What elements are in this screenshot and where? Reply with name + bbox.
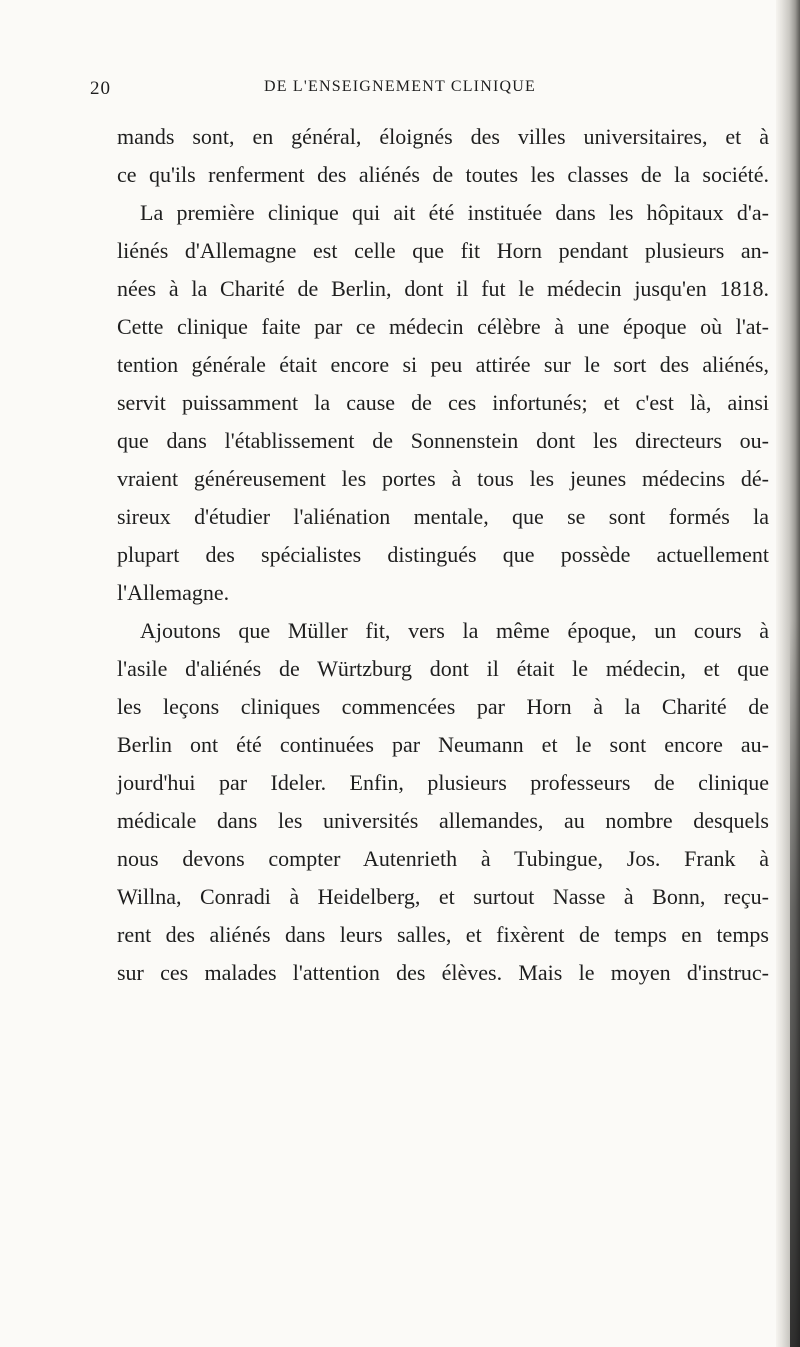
text-line: Ajoutons que Müller fit, vers la même époque, un cours à xyxy=(140,618,769,643)
text-line: les leçons cliniques commencées par Horn à la Charité de xyxy=(117,694,769,719)
text-line: Cette clinique faite par ce médecin célèbre à une époque où l'at- xyxy=(117,314,769,339)
text-line: tention générale était encore si peu attirée sur le sort des aliénés, xyxy=(117,352,769,377)
text-line: nous devons compter Autenrieth à Tubingue, Jos. Frank à xyxy=(117,846,769,871)
text-line: nées à la Charité de Berlin, dont il fut le médecin jusqu'en 1818. xyxy=(117,276,769,301)
page-header xyxy=(90,78,770,102)
text-line: sur ces malades l'attention des élèves. Mais le moyen d'instruc- xyxy=(117,960,769,985)
text-line: La première clinique qui ait été instituée dans les hôpitaux d'a- xyxy=(140,200,769,225)
text-line: rent des aliénés dans leurs salles, et fixèrent de temps en temps xyxy=(117,922,769,947)
text-line: que dans l'établissement de Sonnenstein dont les directeurs ou- xyxy=(117,428,769,453)
page-edge-shadow xyxy=(776,0,800,1347)
text-line: l'Allemagne. xyxy=(117,580,230,605)
text-line: sireux d'étudier l'aliénation mentale, que se sont formés la xyxy=(117,504,769,529)
text-line: servit puissamment la cause de ces infortunés; et c'est là, ainsi xyxy=(117,390,769,415)
page-number: 20 xyxy=(90,78,111,99)
text-line: Berlin ont été continuées par Neumann et le sont encore au- xyxy=(117,732,769,757)
text-line: vraient généreusement les portes à tous les jeunes médecins dé- xyxy=(117,466,769,491)
text-line: médicale dans les universités allemandes, au nombre desquels xyxy=(117,808,769,833)
text-line: mands sont, en général, éloignés des villes universitaires, et à xyxy=(117,124,769,149)
text-line: jourd'hui par Ideler. Enfin, plusieurs professeurs de clinique xyxy=(117,770,769,795)
running-head: DE L'ENSEIGNEMENT CLINIQUE xyxy=(264,78,536,95)
text-line: Willna, Conradi à Heidelberg, et surtout Nasse à Bonn, reçu- xyxy=(117,884,769,909)
text-line: ce qu'ils renferment des aliénés de toutes les classes de la société. xyxy=(117,162,769,187)
text-line: plupart des spécialistes distingués que possède actuellement xyxy=(117,542,769,567)
text-line: l'asile d'aliénés de Würtzburg dont il était le médecin, et que xyxy=(117,656,769,681)
text-line: liénés d'Allemagne est celle que fit Horn pendant plusieurs an- xyxy=(117,238,769,263)
